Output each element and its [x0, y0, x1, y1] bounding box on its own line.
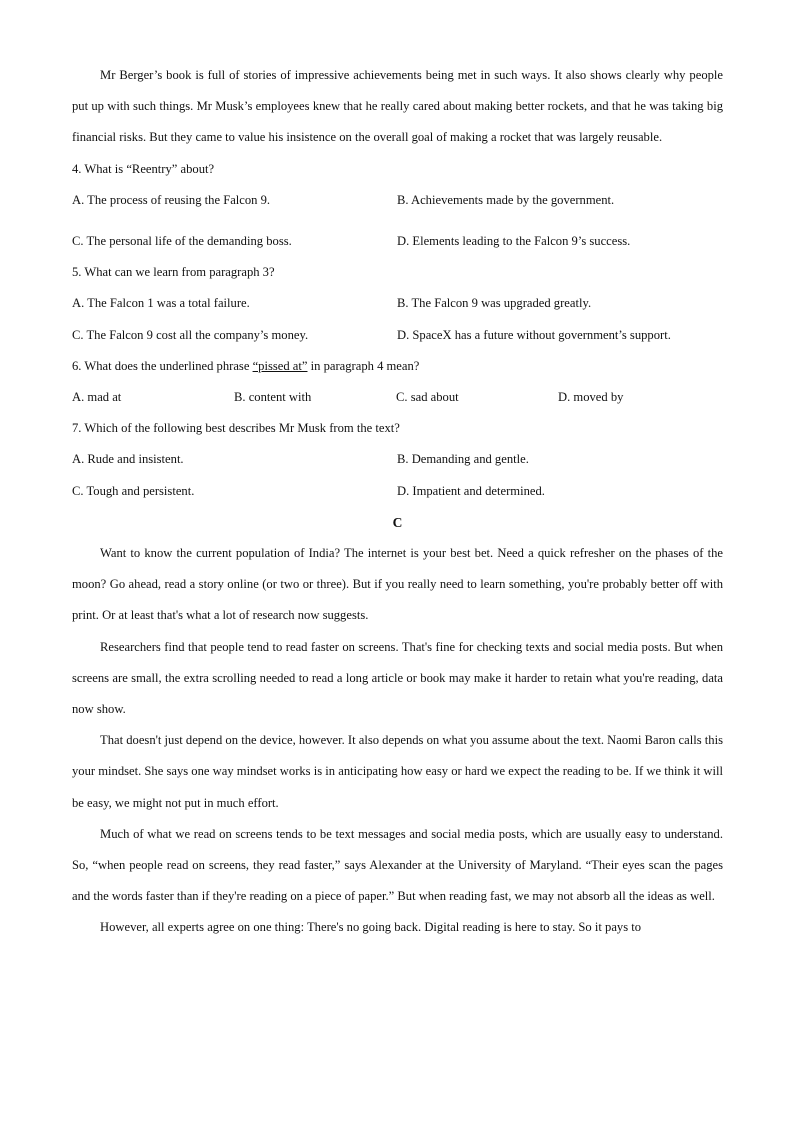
- section-c-title: C: [392, 514, 403, 530]
- question-6-options: [72, 382, 723, 413]
- question-7-stem: 7. Which of the following best describes Mr Musk from the text?: [72, 421, 400, 436]
- question-4-option-a: A. The process of reusing the Falcon 9.: [72, 192, 271, 207]
- question-4-option-c: C. The personal life of the demanding boss.: [72, 234, 292, 249]
- question-6-stem: [72, 351, 723, 382]
- question-5-option-a: A. The Falcon 1 was a total failure.: [72, 296, 250, 311]
- question-5-options-row-1: [72, 288, 723, 319]
- section-c-paragraph-2: Researchers find that people tend to read faster on screens. That's fine for checking texts and social media posts. But when screens are small, the extra scrolling needed to read a long article or book may make it harder to retain what you're reading, data now show.: [72, 639, 723, 717]
- question-6-option-d: D. moved by: [558, 390, 624, 405]
- question-7-option-c: C. Tough and persistent.: [72, 483, 195, 498]
- question-4-options-row-2: [72, 226, 723, 257]
- section-c-paragraph-3: That doesn't just depend on the device, however. It also depends on what you assume about the text. Naomi Baron calls this your mindset. She says one way mindset works is in anticipating how easy or hard we expect the reading to be. If we think it will be easy, we might not put in much effort.: [72, 733, 723, 810]
- question-5-option-d: D. SpaceX has a future without government’s support.: [397, 327, 671, 342]
- question-5-option-c: C. The Falcon 9 cost all the company’s money.: [72, 327, 309, 342]
- document-page: [72, 60, 723, 944]
- question-6-option-a: A. mad at: [72, 390, 122, 405]
- question-6-stem-suffix: in paragraph 4 mean?: [307, 358, 420, 373]
- question-7-option-d: D. Impatient and determined.: [397, 483, 545, 498]
- question-4-option-d: D. Elements leading to the Falcon 9’s success.: [397, 234, 631, 249]
- question-6-option-c: C. sad about: [396, 390, 459, 405]
- question-5-option-b: B. The Falcon 9 was upgraded greatly.: [397, 296, 592, 311]
- section-c-paragraph-4: Much of what we read on screens tends to be text messages and social media posts, which are usually easy to understand. So, “when people read on screens, they read faster,” says Alexander at the University of Maryland. “Their eyes scan the pages and the words faster than if they're reading on a piece of paper.” But when reading fast, we may not absorb all the ideas as well.: [72, 826, 723, 904]
- question-7-options-row-2: [72, 476, 723, 507]
- section-c-paragraph-5: However, all experts agree on one thing: There's no going back. Digital reading is here to stay. So it pays to: [100, 920, 642, 935]
- question-6-underlined-phrase: “pissed at”: [252, 358, 308, 373]
- question-4-option-b: B. Achievements made by the government.: [397, 192, 615, 207]
- section-c-paragraph-1: Want to know the current population of India? The internet is your best bet. Need a quick refresher on the phases of the moon? Go ahead, read a story online (or two or three). But if you really need to learn something, you're probably better off with print. Or at least that's what a lot of research now suggests.: [72, 546, 723, 623]
- question-7-option-a: A. Rude and insistent.: [72, 452, 184, 467]
- question-4-options-row-1: [72, 185, 723, 216]
- passage-b-paragraph: Mr Berger’s book is full of stories of impressive achievements being met in such ways. It also shows clearly why people put up with such things. Mr Musk’s employees knew that he really cared about making better rockets, and that he was taking big financial risks. But they came to value his insistence on the overall goal of making a rocket that was largely reusable.: [72, 68, 723, 145]
- question-5-options-row-2: [72, 320, 723, 351]
- question-5-stem: 5. What can we learn from paragraph 3?: [72, 265, 275, 280]
- question-4-stem: 4. What is “Reentry” about?: [72, 161, 215, 176]
- question-7-option-b: B. Demanding and gentle.: [397, 452, 529, 467]
- question-7-options-row-1: [72, 444, 723, 475]
- question-6-stem-prefix: 6. What does the underlined phrase: [72, 358, 253, 373]
- question-6-option-b: B. content with: [234, 390, 312, 405]
